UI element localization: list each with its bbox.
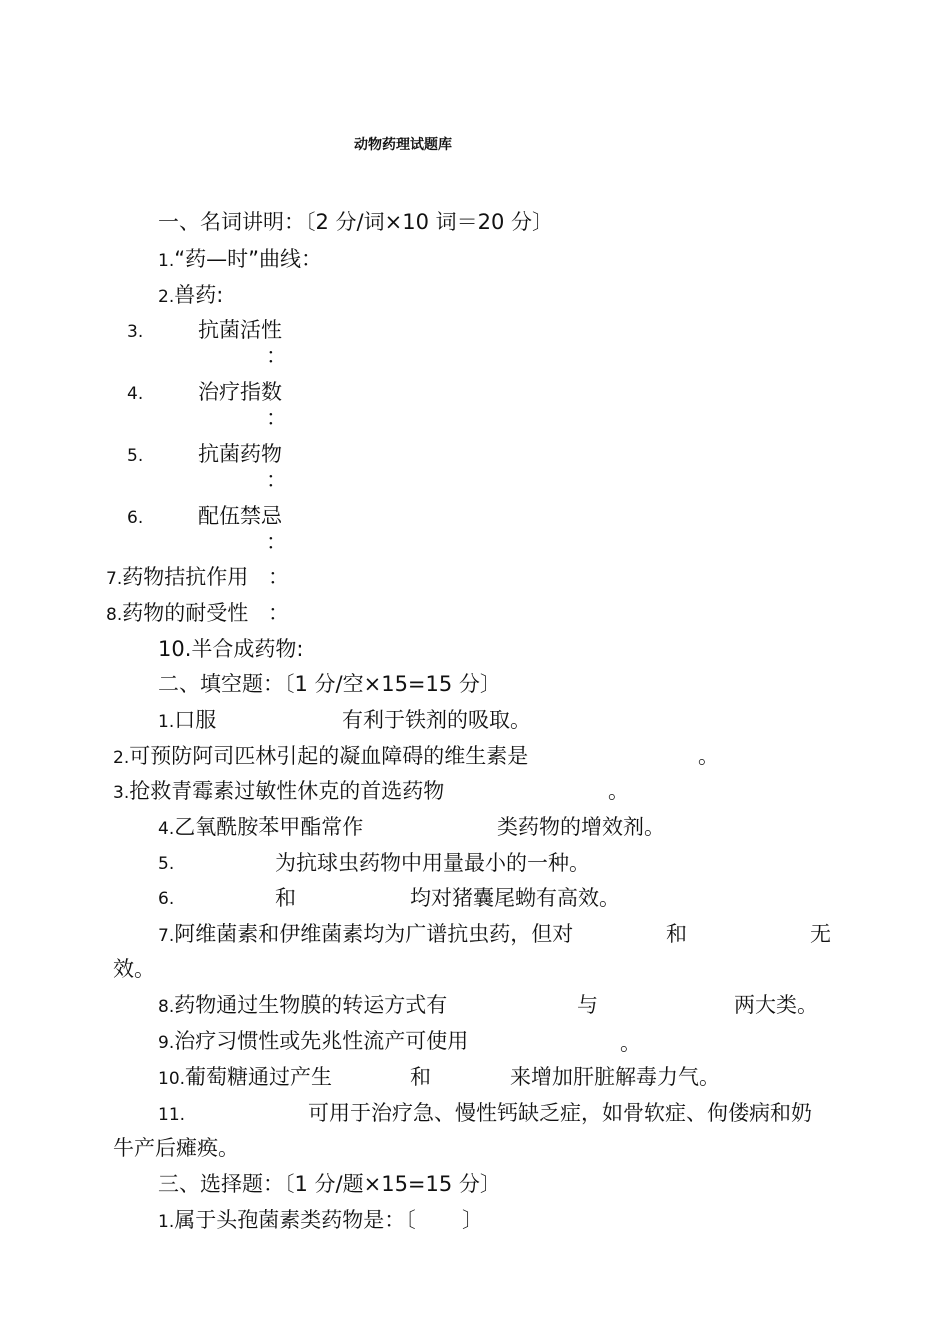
s1-q6-colon: ： [266,530,287,554]
s2-q6-and: 和 [275,886,296,910]
q-number: 7. [106,569,123,589]
s3-q1 [158,1206,416,1236]
q-text: 治疗习惯性或先兆性流产可使用 [174,1029,469,1053]
q-text: 阿维菌素和伊维菌素均为广谱抗虫药，但对 [174,922,574,946]
s2-q8-and: 与 [577,993,598,1017]
s2-q8-rest: 两大类。 [734,993,818,1017]
s2-q4-rest: 类药物的增效剂。 [497,815,665,839]
s2-q6-number: 6. [158,889,175,909]
q-text: 葡萄糖通过产生 [185,1065,333,1089]
s1-q8-colon: ： [268,601,289,625]
s1-q4-number: 4. [127,384,144,404]
q-text: 兽药: [174,283,224,307]
s2-q10-and: 和 [410,1065,431,1089]
s1-q5-colon: ： [266,468,287,492]
section-1-heading: 一、名词讲明：〔2 分/词×10 词＝20 分〕 [158,210,553,234]
q-number: 8. [158,997,175,1017]
s2-q2-end: 。 [698,744,719,768]
s1-q3-colon: ： [266,344,287,368]
q-number: 2. [158,287,175,307]
s2-q6-rest: 均对猪囊尾蚴有高效。 [410,886,620,910]
q-number: 7. [158,926,175,946]
s2-q2 [113,742,528,772]
s1-q5-number: 5. [127,446,144,466]
s2-q10-rest: 来增加肝脏解毒力气。 [510,1065,720,1089]
q-text: 口服 [174,708,217,732]
section-3-heading: 三、选择题：〔1 分/题×15=15 分〕 [158,1172,501,1196]
s2-q4 [158,813,363,843]
s1-q4-text: 治疗指数 [198,380,282,404]
q-number: 1. [158,251,175,271]
q-number: 1. [158,1212,175,1232]
s1-q1 [158,245,322,275]
s1-q5-text: 抗菌药物 [198,442,282,466]
s2-q1 [158,706,216,736]
q-text: 药物拮抗作用 [122,565,249,589]
s2-q3 [113,777,444,807]
s2-q1-rest: 有利于铁剂的吸取。 [342,708,531,732]
s2-q7-none: 无 [810,922,831,946]
q-text: 药物的耐受性 [122,601,249,625]
q-number: 9. [158,1033,175,1053]
s1-q6-number: 6. [127,508,144,528]
s2-q7 [158,920,573,950]
s3-q1-bracket: 〕 [462,1208,483,1232]
s2-q8 [158,991,447,1021]
q-text: 属于头孢菌素类药物是：〔 [174,1208,416,1232]
s2-q3-end: 。 [608,779,629,803]
s2-q5-text: 为抗球虫药物中用量最小的一种。 [275,851,590,875]
q-number: 8. [106,605,123,625]
q-number: 10. [158,1069,186,1089]
q-number: 2. [113,748,130,768]
s2-q9-end: 。 [620,1031,641,1055]
q-text: 抢救青霉素过敏性休克的首选药物 [129,779,445,803]
document-title: 动物药理试题库 [354,137,452,153]
q-number: 1. [158,712,175,732]
s1-q6-text: 配伍禁忌 [198,504,282,528]
s2-q11-text: 可用于治疗急、慢性钙缺乏症，如骨软症、佝偻病和奶 [308,1101,812,1125]
q-text: 乙氧酰胺苯甲酯常作 [174,815,364,839]
s1-q10: 10.半合成药物: [158,637,304,661]
s1-q3-text: 抗菌活性 [198,318,282,342]
s1-q7-colon: ： [268,565,289,589]
section-2-heading: 二、填空题：〔1 分/空×15=15 分〕 [158,672,501,696]
s2-q11-cont: 牛产后瘫痪。 [113,1136,239,1160]
q-text: 可预防阿司匹林引起的凝血障碍的维生素是 [129,744,529,768]
s2-q5-number: 5. [158,854,175,874]
s1-q7 [106,563,248,593]
s2-q10 [158,1063,332,1093]
s1-q8 [106,599,248,629]
s1-q2 [158,281,223,311]
s1-q4-colon: ： [266,406,287,430]
s2-q11-number: 11. [158,1105,186,1125]
s2-q9 [158,1027,468,1057]
q-number: 3. [113,783,130,803]
s1-q3-number: 3. [127,322,144,342]
q-text: 药物通过生物膜的转运方式有 [174,993,448,1017]
s2-q7-and: 和 [666,922,687,946]
s2-q7-cont: 效。 [113,957,155,981]
q-text: “药—时”曲线： [174,247,322,271]
q-number: 4. [158,819,175,839]
